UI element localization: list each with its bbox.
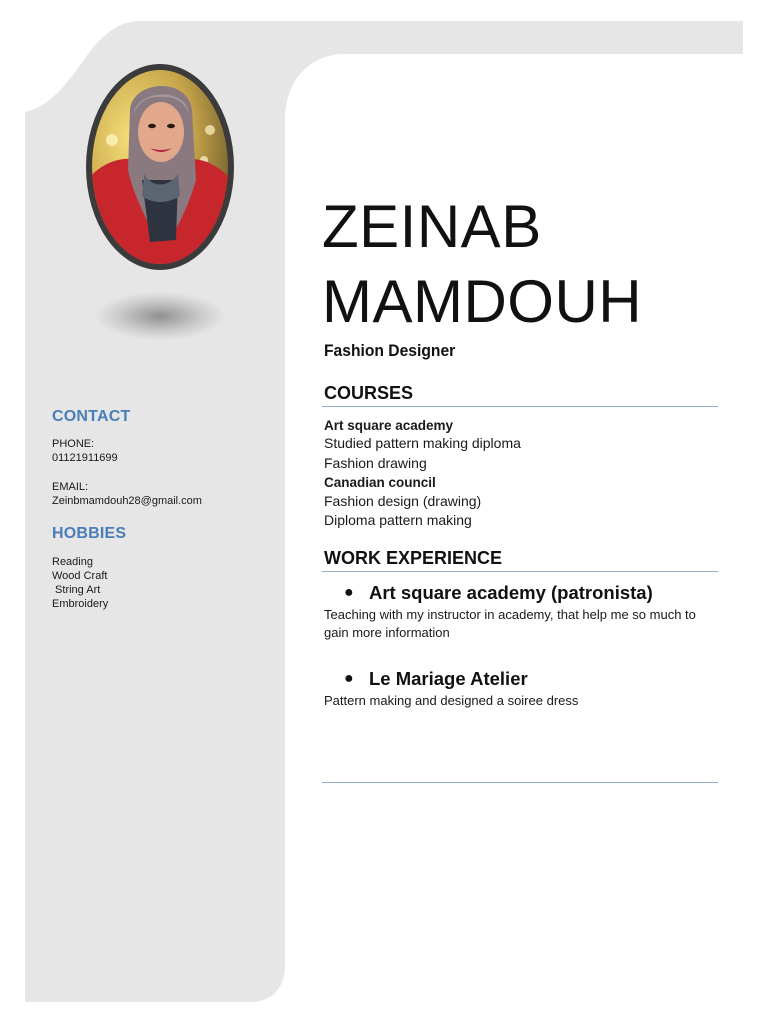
last-name: MAMDOUH	[322, 268, 643, 335]
hobbies-heading: HOBBIES	[52, 525, 127, 542]
job-title	[344, 582, 653, 604]
bullet-icon: ●	[344, 584, 354, 601]
course-line: Diploma pattern making	[324, 512, 472, 528]
course-line: Fashion drawing	[324, 455, 427, 471]
hobby-item: Embroidery	[52, 598, 109, 610]
email-value: Zeinbmamdouh28@gmail.com	[52, 495, 202, 507]
job-description: Pattern making and designed a soiree dress	[324, 693, 579, 708]
job-title-text: Le Mariage Atelier	[369, 668, 528, 689]
courses-divider	[322, 406, 718, 407]
course-line: Canadian council	[324, 475, 436, 490]
contact-heading: CONTACT	[52, 408, 131, 425]
profile-photo-image	[92, 70, 228, 264]
bullet-icon: ●	[344, 670, 354, 687]
email-label: EMAIL:	[52, 481, 89, 493]
email-block	[52, 480, 202, 508]
course-line: Fashion design (drawing)	[324, 493, 482, 509]
course-line: Art square academy	[324, 418, 454, 433]
phone-block	[52, 437, 118, 465]
hobby-item: Wood Craft	[52, 570, 108, 582]
work-heading: WORK EXPERIENCE	[324, 548, 503, 568]
work-divider	[322, 571, 718, 572]
courses-heading: COURSES	[324, 383, 414, 403]
job-description: Teaching with my instructor in academy, that help me so much to gain more information	[324, 607, 696, 640]
first-name: ZEINAB	[322, 193, 542, 260]
job-title-text: Art square academy (patronista)	[369, 582, 653, 603]
hobby-item: String Art	[52, 584, 101, 596]
phone-label: PHONE:	[52, 438, 95, 450]
course-line: Studied pattern making diploma	[324, 435, 521, 451]
phone-value: 01121911699	[52, 452, 118, 464]
job-title	[344, 668, 528, 690]
profile-photo	[86, 64, 234, 270]
bottom-divider	[322, 782, 718, 783]
hobby-item: Reading	[52, 556, 93, 568]
hobbies-list	[52, 555, 108, 611]
photo-shadow	[96, 292, 224, 340]
job-role: Fashion Designer	[324, 341, 456, 360]
